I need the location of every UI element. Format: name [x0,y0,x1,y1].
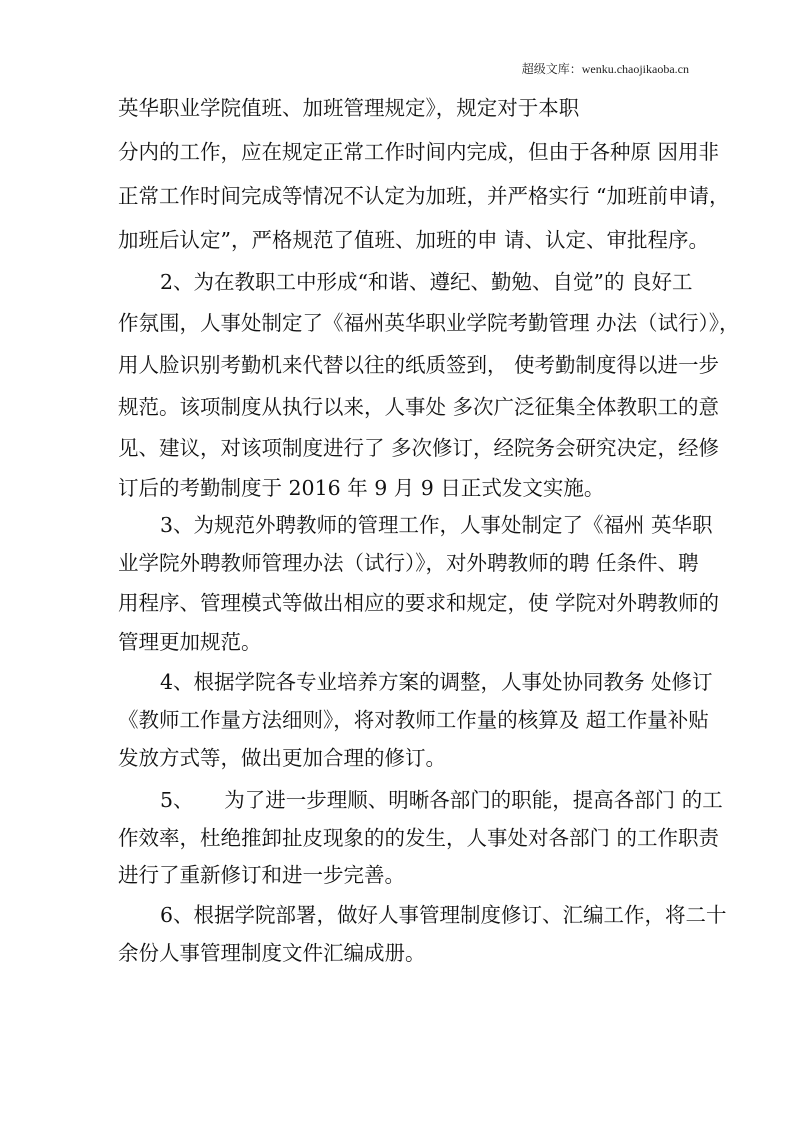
text-line: 余份人事管理制度文件汇编成册。 [118,941,426,965]
text-line: 进行了重新修订和进一步完善。 [118,863,405,887]
text-line: 见、建议，对该项制度进行了 多次修订，经院务会研究决定，经修 [118,436,720,460]
paragraph-first-line: 4、根据学院各专业培养方案的调整，人事处协同教务 处修订 [160,670,713,694]
text-line: 正常工作时间完成等情况不认定为加班，并严格实行 “加班前申请， [118,184,730,208]
paragraph-first-line: 2、为在教职工中形成“和谐、遵纪、勤勉、自觉”的 良好工 [160,270,693,294]
text-line: 管理更加规范。 [118,630,262,654]
text-line: 加班后认定”，严格规范了值班、加班的申 请、认定、审批程序。 [118,228,709,252]
paragraph-first-line: 6、根据学院部署，做好人事管理制度修订、汇编工作，将二十 [160,903,727,927]
text-line: 用程序、管理模式等做出相应的要求和规定，使 学院对外聘教师的 [118,591,720,615]
text-line: 作氛围，人事处制定了《福州英华职业学院考勤管理 办法（试行）》， [118,311,740,335]
source-header: 超级文库：wenku.chaojikaoba.cn [521,62,689,76]
text-line: 规范。该项制度从执行以来，人事处 多次广泛征集全体教职工的意 [118,395,720,419]
paragraph-first-line: 5、 为了进一步理顺、明晰各部门的职能，提高各部门 的工 [160,788,723,812]
text-line: 业学院外聘教师管理办法（试行）》，对外聘教师的聘 任条件、聘 [118,551,699,575]
text-line: 分内的工作，应在规定正常工作时间内完成，但由于各种原 因用非 [118,140,720,164]
text-line: 作效率，杜绝推卸扯皮现象的的发生，人事处对各部门 的工作职责 [118,826,720,850]
paragraph-first-line: 3、为规范外聘教师的管理工作，人事处制定了《福州 英华职 [160,513,713,537]
text-line: 发放方式等，做出更加合理的修订。 [118,746,446,770]
text-line: 订后的考勤制度于 2016 年 9 月 9 日正式发文实施。 [118,476,605,500]
text-line: 《教师工作量方法细则》，将对教师工作量的核算及 超工作量补贴 [118,708,709,732]
text-line: 英华职业学院值班、加班管理规定》，规定对于本职 [118,96,580,120]
text-line: 用人脸识别考勤机来代替以往的纸质签到， 使考勤制度得以进一步 [118,353,720,377]
